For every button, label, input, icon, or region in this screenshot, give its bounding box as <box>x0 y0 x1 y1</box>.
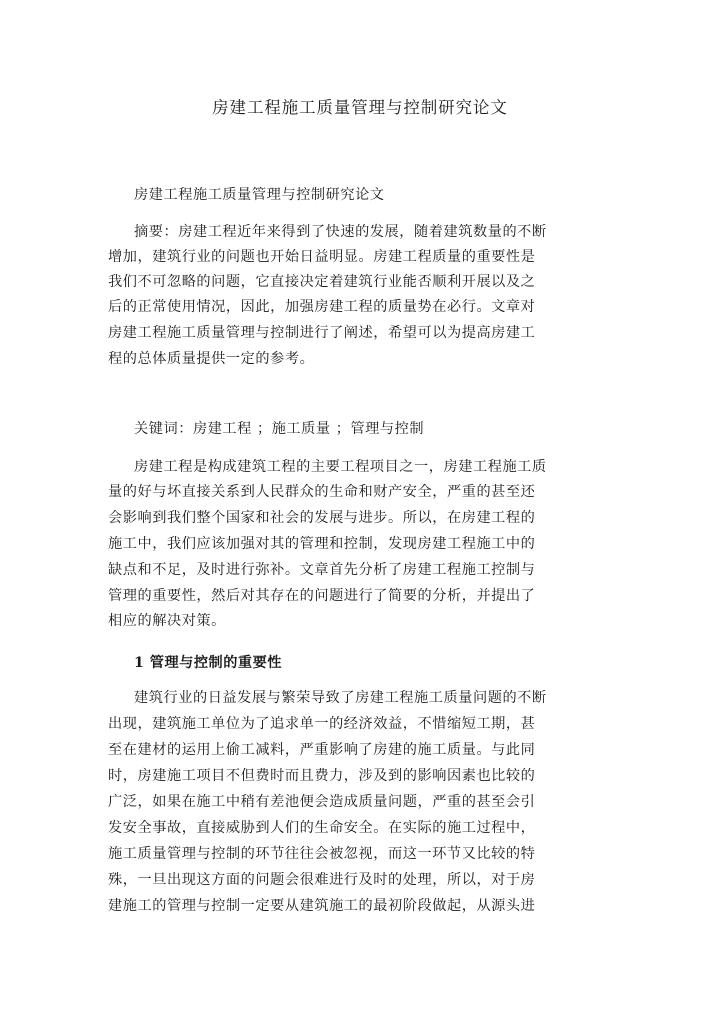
intro-line: 房建工程是构成建筑工程的主要工程项目之一，房建工程施工质 <box>134 459 547 475</box>
intro-line: 管理的重要性，然后对其存在的问题进行了简要的分析，并提出了 <box>108 588 536 604</box>
body-line: 出现，建筑施工单位为了追求单一的经济效益，不惜缩短工期，甚 <box>108 716 536 732</box>
subtitle: 房建工程施工质量管理与控制研究论文 <box>134 187 385 203</box>
body-line: 发安全事故，直接威胁到人们的生命安全。在实际的施工过程中， <box>108 820 536 836</box>
body-line: 至在建材的运用上偷工减料，严重影响了房建的施工质量。与此同 <box>108 742 536 758</box>
page-title: 房建工程施工质量管理与控制研究论文 <box>212 98 508 117</box>
body-line: 殊，一旦出现这方面的问题会很难进行及时的处理，所以，对于房 <box>108 872 536 888</box>
body-line: 施工质量管理与控制的环节往往会被忽视，而这一环节又比较的特 <box>108 846 536 862</box>
abstract-line: 程的总体质量提供一定的参考。 <box>108 351 315 367</box>
abstract-line: 摘要：房建工程近年来得到了快速的发展，随着建筑数量的不断 <box>134 224 547 240</box>
body-line: 时，房建施工项目不但费时而且费力，涉及到的影响因素也比较的 <box>108 768 536 784</box>
intro-line: 缺点和不足，及时进行弥补。文章首先分析了房建工程施工控制与 <box>108 562 536 578</box>
abstract-line: 后的正常使用情况，因此，加强房建工程的质量势在必行。文章对 <box>108 299 536 315</box>
body-line: 建施工的管理与控制一定要从建筑施工的最初阶段做起，从源头进 <box>108 898 536 914</box>
keywords-line: 关键词：房建工程 ；施工质量 ；管理与控制 <box>134 421 425 437</box>
intro-line: 相应的解决对策。 <box>108 613 226 629</box>
abstract-line: 增加，建筑行业的问题也开始日益明显。房建工程质量的重要性是 <box>108 249 536 265</box>
body-line: 建筑行业的日益发展与繁荣导致了房建工程施工质量问题的不断 <box>134 690 547 706</box>
intro-line: 会影响到我们整个国家和社会的发展与进步。所以，在房建工程的 <box>108 510 536 526</box>
body-line: 广泛，如果在施工中稍有差池便会造成质量问题，严重的甚至会引 <box>108 794 536 810</box>
abstract-line: 我们不可忽略的问题，它直接决定着建筑行业能否顺利开展以及之 <box>108 274 536 290</box>
intro-line: 施工中，我们应该加强对其的管理和控制，发现房建工程施工中的 <box>108 536 536 552</box>
abstract-line: 房建工程施工质量管理与控制进行了阐述，希望可以为提高房建工 <box>108 325 536 341</box>
intro-line: 量的好与坏直接关系到人民群众的生命和财产安全，严重的甚至还 <box>108 484 536 500</box>
section-heading: 1 管理与控制的重要性 <box>134 655 282 671</box>
